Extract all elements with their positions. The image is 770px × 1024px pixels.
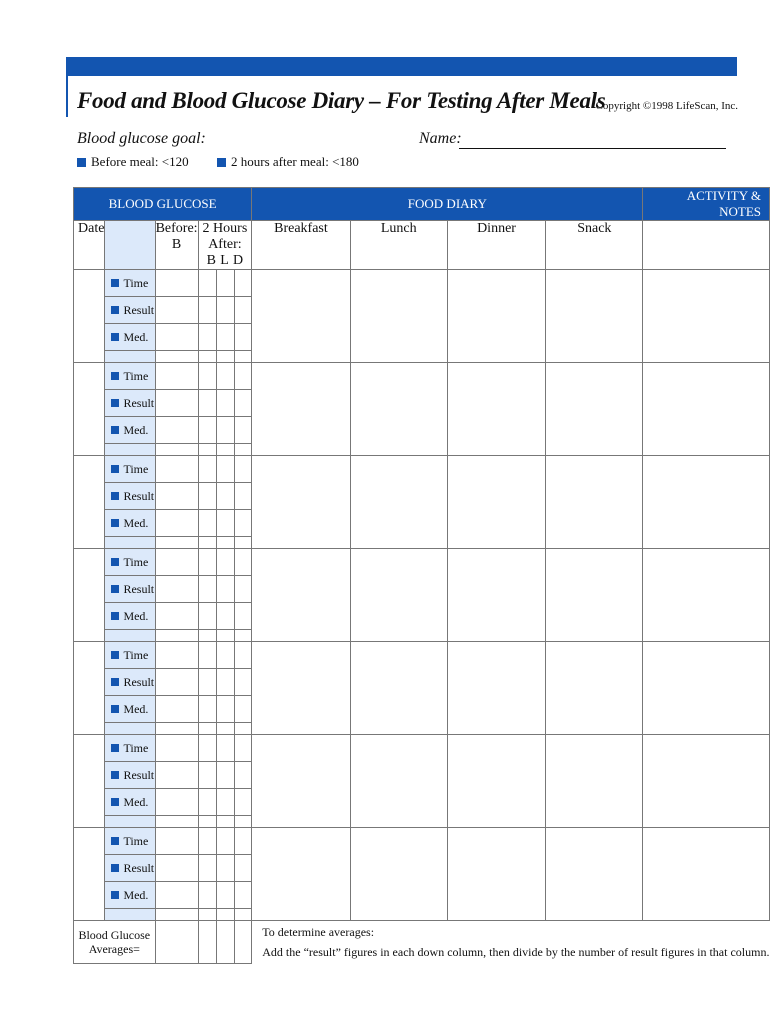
glucose-before-cell[interactable] [155,510,198,537]
glucose-after-l-cell[interactable] [216,483,234,510]
glucose-before-cell[interactable] [155,669,198,696]
row-label-spacer [105,723,155,735]
glucose-after-b-cell[interactable] [198,696,216,723]
row-label-text: Result [123,302,155,317]
glucose-after-d-cell[interactable] [234,324,252,351]
table-row [74,270,770,297]
row-label-cell [105,483,155,510]
activity-cell[interactable] [643,828,770,921]
col-activity [643,221,770,270]
row-label [105,330,154,345]
glucose-before-cell[interactable] [155,483,198,510]
glucose-before-cell[interactable] [155,549,198,576]
glucose-before-cell[interactable] [155,696,198,723]
glucose-after-b-cell[interactable] [198,789,216,816]
glucose-before-cell[interactable] [155,324,198,351]
row-label [105,768,154,783]
spacer-cell [234,444,252,456]
bullet-square-icon [111,372,119,380]
row-label [105,702,154,717]
glucose-after-l-cell[interactable] [216,855,234,882]
spacer-cell [155,816,198,828]
glucose-after-b-cell[interactable] [198,297,216,324]
glucose-after-b-cell[interactable] [198,417,216,444]
section-activity-notes: ACTIVITY & NOTES [643,188,770,221]
averages-note-line2: Add the “result” figures in each down column, then divide by the number of result figures in that column. [262,945,770,960]
glucose-after-l-cell[interactable] [216,789,234,816]
glucose-after-l-cell[interactable] [216,576,234,603]
glucose-after-b-cell[interactable] [198,324,216,351]
breakfast-cell[interactable] [252,549,350,642]
spacer-cell [216,537,234,549]
row-label-text: Time [123,554,149,569]
bullet-square-icon [111,837,119,845]
spacer-cell [198,909,216,921]
spacer-cell [234,909,252,921]
goal-after-meal [217,154,359,170]
glucose-after-l-cell[interactable] [216,735,234,762]
glucose-after-l-cell[interactable] [216,363,234,390]
spacer-cell [216,816,234,828]
row-label-cell [105,390,155,417]
table-row [74,549,770,576]
glucose-after-d-cell[interactable] [234,456,252,483]
dinner-cell[interactable] [447,270,545,363]
averages-note-line1: To determine averages: [262,925,375,940]
glucose-after-b-cell[interactable] [198,735,216,762]
glucose-after-d-cell[interactable] [234,417,252,444]
glucose-after-d-cell[interactable] [234,669,252,696]
row-label-cell [105,882,155,909]
row-label [105,489,154,504]
row-label-cell [105,855,155,882]
row-label-text: Med. [123,701,149,716]
row-label [105,396,154,411]
spacer-cell [155,909,198,921]
bullet-square-icon [111,651,119,659]
row-label-cell [105,696,155,723]
date-cell[interactable] [74,549,105,642]
snack-cell[interactable] [546,828,643,921]
bullet-square-icon [111,585,119,593]
glucose-after-d-cell[interactable] [234,735,252,762]
row-label-text: Med. [123,887,149,902]
name-label: Name: [419,130,462,147]
glucose-after-d-cell[interactable] [234,549,252,576]
row-label-cell [105,828,155,855]
glucose-before-cell[interactable] [155,417,198,444]
breakfast-cell[interactable] [252,270,350,363]
row-label-spacer [105,630,155,642]
row-label [105,555,154,570]
glucose-after-b-cell[interactable] [198,642,216,669]
snack-cell[interactable] [546,456,643,549]
col-label-spacer [105,221,155,270]
activity-cell[interactable] [643,363,770,456]
bullet-square-icon [111,558,119,566]
spacer-cell [155,630,198,642]
lunch-cell[interactable] [350,363,447,456]
snack-cell[interactable] [546,642,643,735]
bullet-square-icon [111,612,119,620]
date-cell[interactable] [74,270,105,363]
table-row [74,735,770,762]
row-label-cell [105,669,155,696]
row-label-text: Med. [123,608,149,623]
lunch-cell[interactable] [350,270,447,363]
glucose-after-b-cell[interactable] [198,390,216,417]
glucose-before-cell[interactable] [155,270,198,297]
glucose-after-b-cell[interactable] [198,762,216,789]
bullet-square-icon [111,399,119,407]
glucose-after-b-cell[interactable] [198,603,216,630]
row-label [105,303,154,318]
col-snack: Snack [546,221,643,270]
row-label-text: Med. [123,794,149,809]
breakfast-cell[interactable] [252,363,350,456]
row-label-spacer [105,444,155,456]
row-label-spacer [105,351,155,363]
row-label-text: Time [123,461,149,476]
glucose-after-b-cell[interactable] [198,828,216,855]
col-breakfast: Breakfast [252,221,350,270]
lunch-cell[interactable] [350,735,447,828]
snack-cell[interactable] [546,363,643,456]
row-label-cell [105,576,155,603]
glucose-before-cell[interactable] [155,603,198,630]
glucose-after-l-cell[interactable] [216,603,234,630]
row-label-text: Time [123,833,149,848]
breakfast-cell[interactable] [252,456,350,549]
averages-label-line1: Blood Glucose [78,928,151,942]
col-2hours-label: 2 Hours After: [202,221,248,252]
dinner-cell[interactable] [447,642,545,735]
dinner-cell[interactable] [447,735,545,828]
activity-cell[interactable] [643,549,770,642]
lunch-cell[interactable] [350,642,447,735]
row-label-text: Med. [123,515,149,530]
row-label-text: Result [123,674,155,689]
glucose-before-cell[interactable] [155,363,198,390]
row-label-text: Time [123,368,149,383]
left-accent-rule [66,57,68,117]
row-label-cell [105,417,155,444]
glucose-after-l-cell[interactable] [216,696,234,723]
row-label [105,462,154,477]
bullet-square-icon [111,705,119,713]
dinner-cell[interactable] [447,456,545,549]
row-label-cell [105,762,155,789]
diary-body [74,270,770,921]
dinner-cell[interactable] [447,363,545,456]
glucose-after-d-cell[interactable] [234,762,252,789]
bullet-square-icon [111,798,119,806]
row-label-text: Med. [123,422,149,437]
col-2hours-sub [199,253,252,269]
avg-after-b-cell[interactable] [198,921,216,964]
goal-label: Blood glucose goal: [77,130,206,147]
glucose-before-cell[interactable] [155,642,198,669]
glucose-before-cell[interactable] [155,297,198,324]
lunch-cell[interactable] [350,828,447,921]
glucose-before-cell[interactable] [155,882,198,909]
row-label-text: Result [123,488,155,503]
page-title: Food and Blood Glucose Diary – For Testing After Meals [77,88,606,113]
row-label-text: Med. [123,329,149,344]
row-label [105,516,154,531]
table-row [74,363,770,390]
spacer-cell [198,723,216,735]
row-label [105,276,154,291]
spacer-cell [155,537,198,549]
row-label [105,795,154,810]
bullet-square-icon [111,279,119,287]
row-label-cell [105,789,155,816]
date-cell[interactable] [74,456,105,549]
row-label-text: Result [123,767,155,782]
goal-after-text: 2 hours after meal: <180 [231,154,359,169]
glucose-before-cell[interactable] [155,762,198,789]
bullet-square-icon [111,306,119,314]
name-field[interactable] [459,148,726,149]
glucose-after-b-cell[interactable] [198,363,216,390]
row-label-text: Time [123,647,149,662]
row-label-text: Result [123,860,155,875]
glucose-before-cell[interactable] [155,789,198,816]
section-food-diary: FOOD DIARY [252,188,643,221]
row-label [105,888,154,903]
row-label-cell [105,603,155,630]
col-dinner: Dinner [447,221,545,270]
col-before-label: Before: [155,221,198,236]
row-label-cell [105,510,155,537]
spacer-cell [234,537,252,549]
section-blood-glucose: BLOOD GLUCOSE [74,188,252,221]
spacer-cell [155,351,198,363]
glucose-after-d-cell[interactable] [234,390,252,417]
glucose-after-l-cell[interactable] [216,762,234,789]
row-label-text: Result [123,581,155,596]
snack-cell[interactable] [546,735,643,828]
col-after-l: L [220,253,229,268]
table-row [74,456,770,483]
glucose-before-cell[interactable] [155,735,198,762]
row-label-cell [105,642,155,669]
bullet-square-icon [77,158,86,167]
activity-cell[interactable] [643,456,770,549]
glucose-after-d-cell[interactable] [234,270,252,297]
date-cell[interactable] [74,828,105,921]
glucose-after-d-cell[interactable] [234,576,252,603]
col-before [155,221,198,270]
row-label-cell [105,735,155,762]
row-label-cell [105,324,155,351]
glucose-after-l-cell[interactable] [216,417,234,444]
col-lunch: Lunch [350,221,447,270]
spacer-cell [155,444,198,456]
glucose-after-b-cell[interactable] [198,549,216,576]
row-label-text: Result [123,395,155,410]
row-label-cell [105,456,155,483]
glucose-before-cell[interactable] [155,855,198,882]
breakfast-cell[interactable] [252,642,350,735]
col-2hours-after [198,221,252,270]
activity-cell[interactable] [643,735,770,828]
row-label-spacer [105,537,155,549]
spacer-cell [234,723,252,735]
goal-before-text: Before meal: <120 [91,154,189,169]
averages-note [252,921,770,964]
spacer-cell [216,351,234,363]
glucose-after-d-cell[interactable] [234,696,252,723]
spacer-cell [198,444,216,456]
dinner-cell[interactable] [447,828,545,921]
bullet-square-icon [111,678,119,686]
glucose-after-b-cell[interactable] [198,270,216,297]
date-cell[interactable] [74,735,105,828]
spacer-cell [198,816,216,828]
glucose-after-d-cell[interactable] [234,297,252,324]
goal-before-meal [77,154,189,170]
glucose-before-cell[interactable] [155,456,198,483]
row-label-cell [105,549,155,576]
spacer-cell [216,723,234,735]
table-row [74,828,770,855]
activity-cell[interactable] [643,270,770,363]
date-cell[interactable] [74,363,105,456]
spacer-cell [216,630,234,642]
lunch-cell[interactable] [350,549,447,642]
bullet-square-icon [111,465,119,473]
glucose-after-b-cell[interactable] [198,669,216,696]
row-label [105,423,154,438]
row-label-spacer [105,816,155,828]
bullet-square-icon [111,864,119,872]
glucose-after-b-cell[interactable] [198,456,216,483]
row-label [105,741,154,756]
row-label-text: Time [123,275,149,290]
col-after-b: B [206,253,217,268]
glucose-after-l-cell[interactable] [216,642,234,669]
row-label [105,582,154,597]
col-date: Date [74,221,105,270]
glucose-after-l-cell[interactable] [216,669,234,696]
bullet-square-icon [111,492,119,500]
bullet-square-icon [111,333,119,341]
glucose-after-d-cell[interactable] [234,882,252,909]
glucose-after-d-cell[interactable] [234,828,252,855]
date-cell[interactable] [74,642,105,735]
glucose-after-l-cell[interactable] [216,390,234,417]
row-label [105,675,154,690]
row-label-spacer [105,909,155,921]
glucose-after-b-cell[interactable] [198,576,216,603]
col-after-d: D [232,253,244,268]
top-accent-bar [66,57,737,76]
bullet-square-icon [111,426,119,434]
glucose-after-d-cell[interactable] [234,603,252,630]
glucose-after-d-cell[interactable] [234,642,252,669]
glucose-before-cell[interactable] [155,390,198,417]
bullet-square-icon [111,519,119,527]
spacer-cell [234,630,252,642]
bullet-square-icon [111,771,119,779]
bullet-square-icon [111,744,119,752]
glucose-before-cell[interactable] [155,576,198,603]
glucose-after-d-cell[interactable] [234,363,252,390]
spacer-cell [234,351,252,363]
glucose-after-b-cell[interactable] [198,882,216,909]
glucose-after-l-cell[interactable] [216,297,234,324]
glucose-after-l-cell[interactable] [216,549,234,576]
row-label-cell [105,270,155,297]
glucose-after-l-cell[interactable] [216,510,234,537]
glucose-after-l-cell[interactable] [216,324,234,351]
spacer-cell [234,816,252,828]
glucose-after-d-cell[interactable] [234,483,252,510]
glucose-after-b-cell[interactable] [198,510,216,537]
avg-after-d-cell[interactable] [234,921,252,964]
glucose-after-b-cell[interactable] [198,855,216,882]
glucose-after-l-cell[interactable] [216,828,234,855]
bullet-square-icon [111,891,119,899]
spacer-cell [216,444,234,456]
row-label [105,609,154,624]
snack-cell[interactable] [546,270,643,363]
snack-cell[interactable] [546,549,643,642]
row-label [105,861,154,876]
avg-before-cell[interactable] [155,921,198,964]
avg-after-l-cell[interactable] [216,921,234,964]
col-before-sub: B [171,237,182,252]
glucose-after-d-cell[interactable] [234,855,252,882]
lunch-cell[interactable] [350,456,447,549]
row-label [105,648,154,663]
row-label [105,369,154,384]
row-label [105,834,154,849]
averages-label-line2: Averages= [88,942,140,956]
spacer-cell [216,909,234,921]
glucose-after-d-cell[interactable] [234,789,252,816]
glucose-after-b-cell[interactable] [198,483,216,510]
breakfast-cell[interactable] [252,735,350,828]
glucose-after-l-cell[interactable] [216,882,234,909]
averages-label [74,921,156,964]
spacer-cell [198,351,216,363]
spacer-cell [155,723,198,735]
row-label-cell [105,297,155,324]
breakfast-cell[interactable] [252,828,350,921]
dinner-cell[interactable] [447,549,545,642]
copyright-text: Copyright ©1998 LifeScan, Inc. [595,100,738,112]
bullet-square-icon [217,158,226,167]
activity-cell[interactable] [643,642,770,735]
spacer-cell [198,630,216,642]
glucose-before-cell[interactable] [155,828,198,855]
spacer-cell [198,537,216,549]
glucose-after-l-cell[interactable] [216,270,234,297]
row-label-text: Time [123,740,149,755]
diary-table [73,187,770,964]
row-label-cell [105,363,155,390]
table-row [74,642,770,669]
glucose-after-l-cell[interactable] [216,456,234,483]
glucose-after-d-cell[interactable] [234,510,252,537]
